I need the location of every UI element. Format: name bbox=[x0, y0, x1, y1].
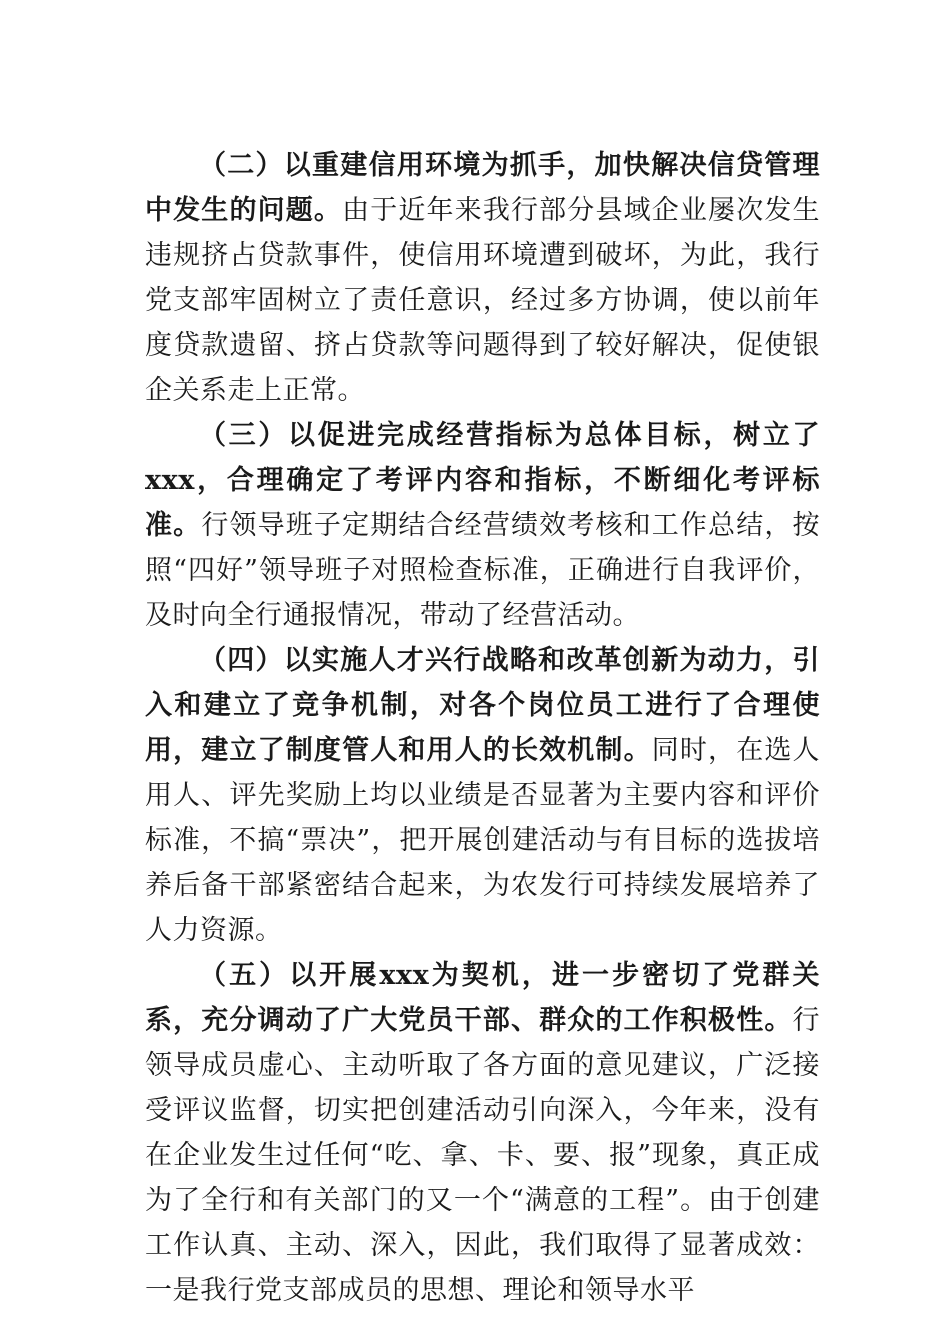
paragraph-4-body: 同时，在选人用人、评先奖励上均以业绩是否显著为主要内容和评价标准，不搞“票决”，把开展创建活动与有目标的选拔培养后备干部紧密结合起来，为农发行可持续发展培养了人力资源。 bbox=[145, 735, 821, 946]
paragraph-2 bbox=[145, 143, 820, 413]
paragraph-2-body: 由于近年来我行部分县域企业屡次发生违规挤占贷款事件，使信用环境遭到破坏，为此，我行党支部牢固树立了责任意识，经过多方协调，使以前年度贷款遗留、挤占贷款等问题得到了较好解决，促使银企关系走上正常。 bbox=[145, 195, 821, 406]
paragraph-5 bbox=[145, 953, 820, 1313]
paragraph-3-lead: （三）以促进完成经营指标为总体目标，树立了xxx，合理确定了考评内容和指标，不断细化考评标准。 bbox=[145, 420, 820, 541]
paragraph-4 bbox=[145, 638, 820, 953]
paragraph-5-lead: （五）以开展xxx为契机，进一步密切了党群关系，充分调动了广大党员干部、群众的工作积极性。 bbox=[145, 960, 820, 1036]
paragraph-4-lead: （四）以实施人才兴行战略和改革创新为动力，引入和建立了竞争机制，对各个岗位员工进行了合理使用，建立了制度管人和用人的长效机制。 bbox=[145, 645, 820, 766]
paragraph-3 bbox=[145, 413, 820, 638]
paragraph-3-body: 行领导班子定期结合经营绩效考核和工作总结，按照“四好”领导班子对照检查标准，正确进行自我评价，及时向全行通报情况，带动了经营活动。 bbox=[145, 510, 821, 631]
paragraph-2-lead: （二）以重建信用环境为抓手，加快解决信贷管理中发生的问题。 bbox=[145, 150, 820, 226]
document-body bbox=[145, 143, 820, 1313]
paragraph-5-body: 行领导成员虚心、主动听取了各方面的意见建议，广泛接受评议监督，切实把创建活动引向深入，今年来，没有在企业发生过任何“吃、拿、卡、要、报”现象，真正成为了全行和有关部门的又一个“满意的工程”。由于创建工作认真、主动、深入，因此，我们取得了显著成效：一是我行党支部成员的思想、理论和领导水平 bbox=[145, 1005, 820, 1306]
